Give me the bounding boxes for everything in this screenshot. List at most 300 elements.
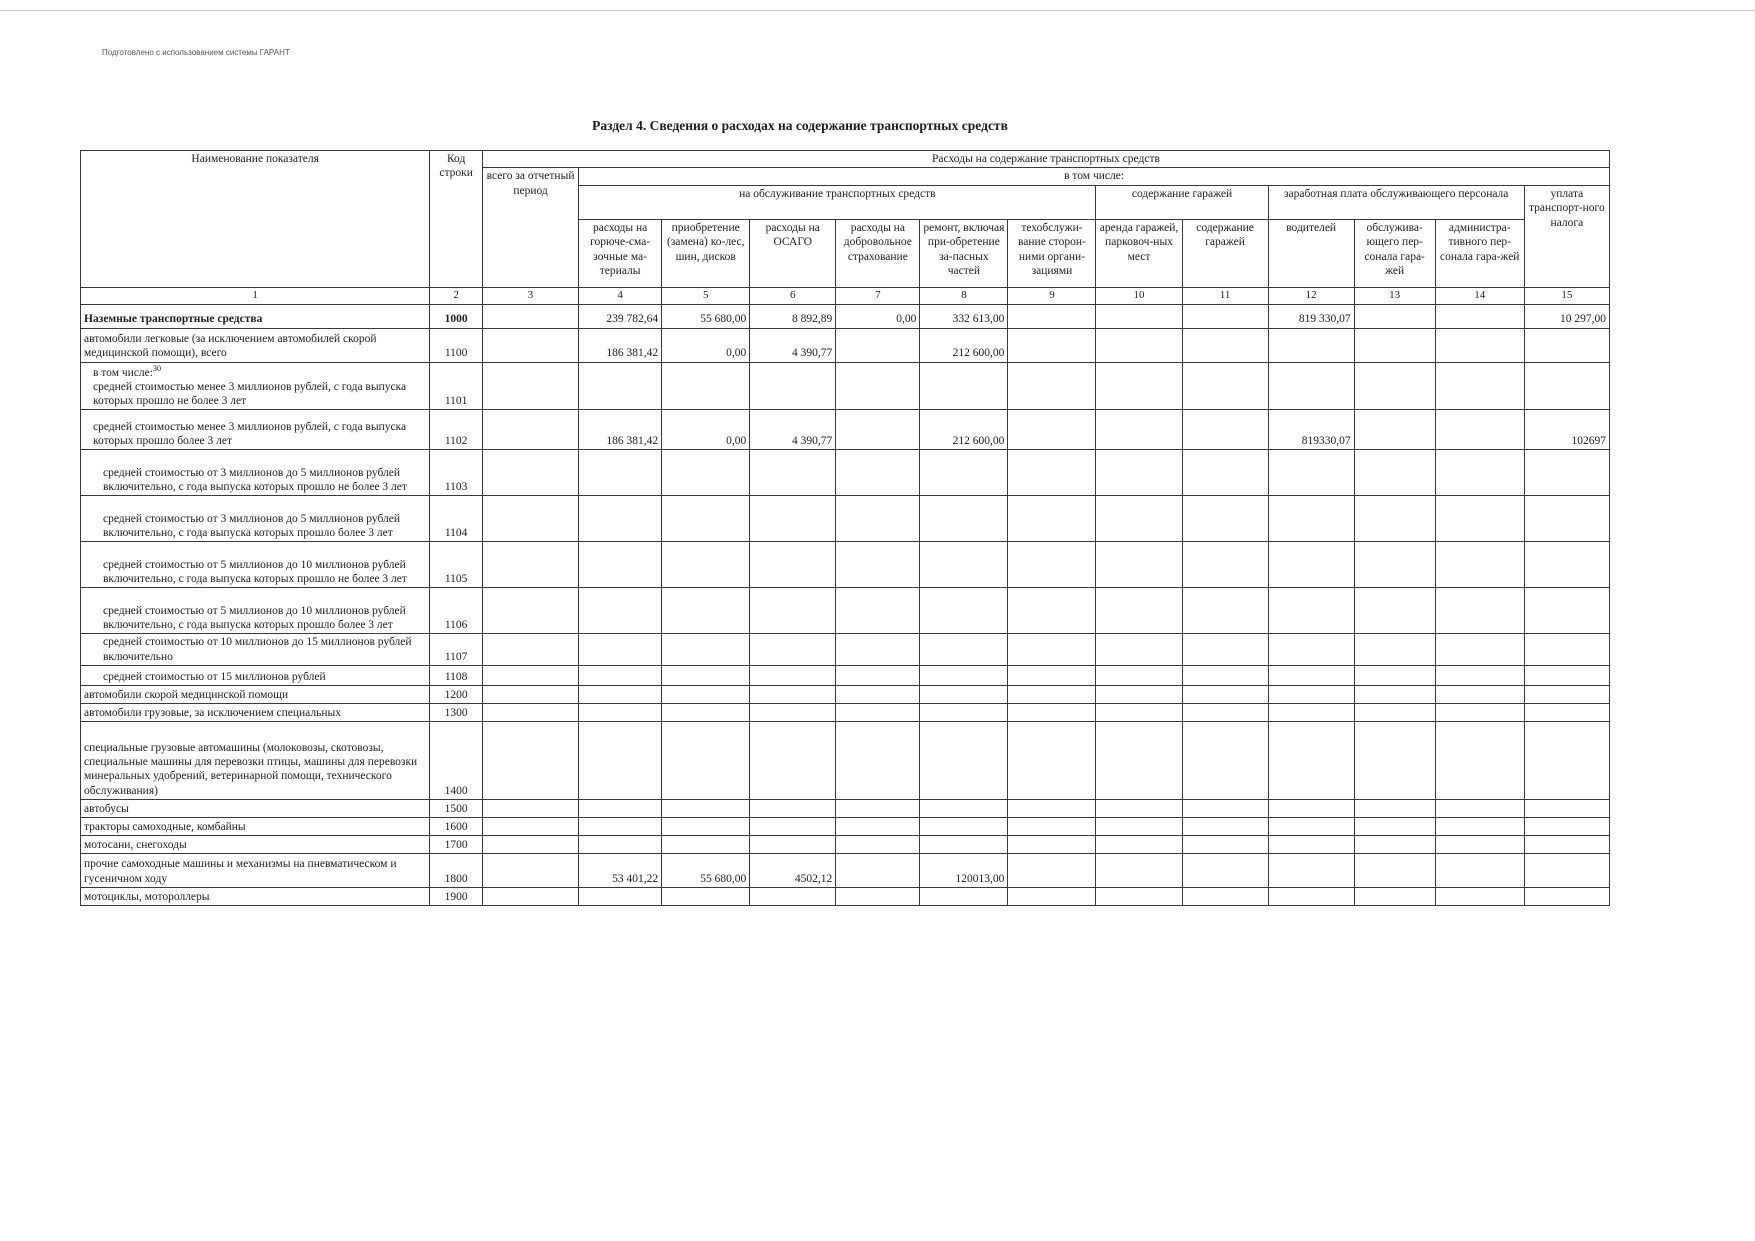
cell-col-14	[1435, 588, 1524, 634]
row-code: 1700	[430, 836, 483, 854]
cell-col-14	[1435, 818, 1524, 836]
cell-col-6	[750, 836, 836, 854]
header-tires: приобретение (замена) ко-лес, шин, дисков	[662, 219, 750, 287]
cell-col-4: 239 782,64	[579, 304, 662, 328]
cell-col-11	[1182, 450, 1268, 496]
cell-col-7: 0,00	[836, 304, 920, 328]
cell-col-8	[920, 686, 1008, 704]
table-row	[81, 634, 1610, 666]
cell-col-12: 819330,07	[1268, 410, 1354, 450]
cell-col-6	[750, 634, 836, 666]
cell-col-9	[1008, 666, 1096, 686]
cell-col-3	[482, 410, 578, 450]
table-row	[81, 304, 1610, 328]
cell-col-12	[1268, 704, 1354, 722]
cell-col-11	[1182, 410, 1268, 450]
cell-col-13	[1354, 836, 1435, 854]
table-row	[81, 704, 1610, 722]
cell-col-14	[1435, 496, 1524, 542]
row-name: средней стоимостью менее 3 миллионов рублей, с года выпуска которых прошло более 3 лет	[81, 410, 430, 450]
cell-col-13	[1354, 542, 1435, 588]
cell-col-7	[836, 888, 920, 906]
cell-col-11	[1182, 704, 1268, 722]
cell-col-8	[920, 588, 1008, 634]
cell-col-11	[1182, 800, 1268, 818]
cell-col-3	[482, 362, 578, 410]
cell-col-10	[1096, 304, 1182, 328]
row-code: 1103	[430, 450, 483, 496]
cell-col-12	[1268, 888, 1354, 906]
cell-col-3	[482, 722, 578, 800]
cell-col-7	[836, 686, 920, 704]
row-code: 1800	[430, 854, 483, 888]
cell-col-9	[1008, 836, 1096, 854]
col-number: 3	[482, 287, 578, 304]
cell-col-12	[1268, 854, 1354, 888]
header-expenses: Расходы на содержание транспортных средств	[482, 151, 1609, 168]
cell-col-9	[1008, 800, 1096, 818]
cell-col-11	[1182, 362, 1268, 410]
cell-col-6	[750, 818, 836, 836]
row-code: 1108	[430, 666, 483, 686]
cell-col-9	[1008, 496, 1096, 542]
cell-col-13	[1354, 686, 1435, 704]
cell-col-12: 819 330,07	[1268, 304, 1354, 328]
row-code: 1104	[430, 496, 483, 542]
cell-col-4	[579, 588, 662, 634]
cell-col-9	[1008, 888, 1096, 906]
cell-col-13	[1354, 704, 1435, 722]
cell-col-5	[662, 666, 750, 686]
cell-col-8: 120013,00	[920, 854, 1008, 888]
table-row	[81, 450, 1610, 496]
cell-col-10	[1096, 362, 1182, 410]
cell-col-4	[579, 722, 662, 800]
cell-col-5: 55 680,00	[662, 854, 750, 888]
cell-col-6	[750, 686, 836, 704]
cell-col-8	[920, 836, 1008, 854]
row-name: мотосани, снегоходы	[81, 836, 430, 854]
cell-col-14	[1435, 854, 1524, 888]
cell-col-7	[836, 800, 920, 818]
cell-col-7	[836, 634, 920, 666]
cell-col-15	[1524, 450, 1609, 496]
cell-col-11	[1182, 836, 1268, 854]
cell-col-15	[1524, 836, 1609, 854]
table-row	[81, 362, 1610, 410]
cell-col-13	[1354, 666, 1435, 686]
cell-col-10	[1096, 496, 1182, 542]
cell-col-3	[482, 542, 578, 588]
cell-col-9	[1008, 634, 1096, 666]
cell-col-9	[1008, 542, 1096, 588]
cell-col-14	[1435, 722, 1524, 800]
cell-col-7	[836, 328, 920, 362]
cell-col-11	[1182, 722, 1268, 800]
cell-col-6	[750, 666, 836, 686]
cell-col-8	[920, 704, 1008, 722]
cell-col-9	[1008, 362, 1096, 410]
cell-col-12	[1268, 634, 1354, 666]
cell-col-7	[836, 542, 920, 588]
cell-col-5	[662, 800, 750, 818]
cell-col-7	[836, 666, 920, 686]
cell-col-3	[482, 496, 578, 542]
cell-col-9	[1008, 818, 1096, 836]
cell-col-14	[1435, 704, 1524, 722]
row-code: 1300	[430, 704, 483, 722]
cell-col-10	[1096, 722, 1182, 800]
row-code: 1102	[430, 410, 483, 450]
table-row	[81, 328, 1610, 362]
cell-col-8	[920, 666, 1008, 686]
cell-col-7	[836, 450, 920, 496]
cell-col-6	[750, 704, 836, 722]
cell-col-13	[1354, 304, 1435, 328]
cell-col-11	[1182, 328, 1268, 362]
cell-col-7	[836, 854, 920, 888]
row-name: средней стоимостью от 3 миллионов до 5 миллионов рублей включительно, с года выпуска которых прошло более 3 лет	[81, 496, 430, 542]
table-row	[81, 836, 1610, 854]
row-name: средней стоимостью от 10 миллионов до 15 миллионов рублей включительно	[81, 634, 430, 666]
cell-col-15	[1524, 542, 1609, 588]
cell-col-10	[1096, 588, 1182, 634]
cell-col-5	[662, 722, 750, 800]
header-garage-rent: аренда гаражей, парковоч-ных мест	[1096, 219, 1182, 287]
cell-col-10	[1096, 328, 1182, 362]
col-number: 7	[836, 287, 920, 304]
cell-col-10	[1096, 800, 1182, 818]
footnote-mark: 30	[152, 363, 161, 373]
cell-col-12	[1268, 328, 1354, 362]
cell-col-5	[662, 496, 750, 542]
row-name: мотоциклы, мотороллеры	[81, 888, 430, 906]
cell-col-14	[1435, 450, 1524, 496]
cell-col-8	[920, 634, 1008, 666]
cell-col-4	[579, 634, 662, 666]
cell-col-15	[1524, 666, 1609, 686]
table-row	[81, 410, 1610, 450]
cell-col-14	[1435, 836, 1524, 854]
cell-col-6: 8 892,89	[750, 304, 836, 328]
cell-col-3	[482, 304, 578, 328]
cell-col-15	[1524, 686, 1609, 704]
table-row	[81, 496, 1610, 542]
header-salary-group: заработная плата обслуживающего персонала	[1268, 185, 1524, 219]
cell-col-9	[1008, 722, 1096, 800]
row-name: автомобили грузовые, за исключением специальных	[81, 704, 430, 722]
table-row	[81, 542, 1610, 588]
row-code: 1500	[430, 800, 483, 818]
cell-col-9	[1008, 686, 1096, 704]
cell-col-7	[836, 818, 920, 836]
cell-col-5	[662, 450, 750, 496]
row-name: специальные грузовые автомашины (молоковозы, скотовозы, специальные машины для перевозки птицы, машины для перевозки минеральных удобрений, ветеринарной помощи, технического обслуживания)	[81, 722, 430, 800]
cell-col-6	[750, 800, 836, 818]
cell-col-12	[1268, 686, 1354, 704]
row-code: 1400	[430, 722, 483, 800]
cell-col-6	[750, 450, 836, 496]
cell-col-8	[920, 888, 1008, 906]
cell-col-7	[836, 362, 920, 410]
cell-col-7	[836, 722, 920, 800]
cell-col-13	[1354, 362, 1435, 410]
cell-col-4: 186 381,42	[579, 328, 662, 362]
col-number: 6	[750, 287, 836, 304]
header-name: Наименование показателя	[81, 151, 430, 288]
cell-col-10	[1096, 854, 1182, 888]
row-code: 1200	[430, 686, 483, 704]
cell-col-3	[482, 888, 578, 906]
cell-col-4: 53 401,22	[579, 854, 662, 888]
cell-col-8	[920, 722, 1008, 800]
cell-col-10	[1096, 888, 1182, 906]
cell-col-9	[1008, 588, 1096, 634]
cell-col-8	[920, 542, 1008, 588]
cell-col-10	[1096, 542, 1182, 588]
page-title: Раздел 4. Сведения о расходах на содержание транспортных средств	[592, 118, 1008, 133]
cell-col-13	[1354, 854, 1435, 888]
cell-col-9	[1008, 410, 1096, 450]
cell-col-10	[1096, 686, 1182, 704]
col-number: 4	[579, 287, 662, 304]
row-name: средней стоимостью от 3 миллионов до 5 миллионов рублей включительно, с года выпуска которых прошло не более 3 лет	[81, 450, 430, 496]
cell-col-14	[1435, 362, 1524, 410]
cell-col-8	[920, 362, 1008, 410]
cell-col-12	[1268, 722, 1354, 800]
cell-col-9	[1008, 328, 1096, 362]
header-garage-staff: обслужива-ющего пер-сонала гара-жей	[1354, 219, 1435, 287]
row-name: средней стоимостью от 5 миллионов до 10 миллионов рублей включительно, с года выпуска которых прошло не более 3 лет	[81, 542, 430, 588]
cell-col-14	[1435, 634, 1524, 666]
cell-col-13	[1354, 722, 1435, 800]
cell-col-14	[1435, 800, 1524, 818]
cell-col-11	[1182, 666, 1268, 686]
cell-col-14	[1435, 666, 1524, 686]
row-code: 1100	[430, 328, 483, 362]
table-row	[81, 818, 1610, 836]
cell-col-14	[1435, 410, 1524, 450]
cell-col-4	[579, 800, 662, 818]
row-name: прочие самоходные машины и механизмы на пневматическом и гусеничном ходу	[81, 854, 430, 888]
header-garage-group: содержание гаражей	[1096, 185, 1268, 219]
cell-col-6: 4 390,77	[750, 410, 836, 450]
cell-col-4	[579, 450, 662, 496]
header-code: Код строки	[430, 151, 483, 288]
header-voluntary: расходы на добровольное страхование	[836, 219, 920, 287]
row-code: 1106	[430, 588, 483, 634]
cell-col-10	[1096, 666, 1182, 686]
row-name-lead: в том числе:	[93, 366, 153, 379]
cell-col-10	[1096, 836, 1182, 854]
cell-col-4	[579, 888, 662, 906]
header-garage-upkeep: содержание гаражей	[1182, 219, 1268, 287]
cell-col-6	[750, 588, 836, 634]
cell-col-3	[482, 836, 578, 854]
cell-col-15: 102697	[1524, 410, 1609, 450]
table-body	[81, 304, 1610, 906]
row-code: 1900	[430, 888, 483, 906]
cell-col-12	[1268, 496, 1354, 542]
row-name: тракторы самоходные, комбайны	[81, 818, 430, 836]
col-number: 8	[920, 287, 1008, 304]
cell-col-10	[1096, 450, 1182, 496]
cell-col-4	[579, 362, 662, 410]
cell-col-3	[482, 634, 578, 666]
cell-col-3	[482, 854, 578, 888]
cell-col-7	[836, 704, 920, 722]
col-number: 14	[1435, 287, 1524, 304]
cell-col-4	[579, 686, 662, 704]
cell-col-10	[1096, 410, 1182, 450]
col-number: 5	[662, 287, 750, 304]
cell-col-6	[750, 496, 836, 542]
cell-col-5	[662, 704, 750, 722]
cell-col-3	[482, 818, 578, 836]
cell-col-15	[1524, 634, 1609, 666]
cell-col-6: 4502,12	[750, 854, 836, 888]
cell-col-15	[1524, 818, 1609, 836]
cell-col-14	[1435, 304, 1524, 328]
table-row	[81, 686, 1610, 704]
header-drivers: водителей	[1268, 219, 1354, 287]
cell-col-8	[920, 800, 1008, 818]
row-name: средней стоимостью от 5 миллионов до 10 миллионов рублей включительно, с года выпуска которых прошло более 3 лет	[81, 588, 430, 634]
cell-col-8	[920, 496, 1008, 542]
cell-col-4: 186 381,42	[579, 410, 662, 450]
header-repair: ремонт, включая при-обретение за-пасных частей	[920, 219, 1008, 287]
cell-col-13	[1354, 634, 1435, 666]
cell-col-15	[1524, 854, 1609, 888]
cell-col-4	[579, 496, 662, 542]
cell-col-15	[1524, 800, 1609, 818]
cell-col-15	[1524, 328, 1609, 362]
cell-col-5	[662, 588, 750, 634]
cell-col-15	[1524, 496, 1609, 542]
cell-col-12	[1268, 362, 1354, 410]
cell-col-5: 55 680,00	[662, 304, 750, 328]
cell-col-11	[1182, 304, 1268, 328]
row-name: автомобили легковые (за исключением автомобилей скорой медицинской помощи), всего	[81, 328, 430, 362]
cell-col-10	[1096, 818, 1182, 836]
cell-col-11	[1182, 854, 1268, 888]
cell-col-7	[836, 588, 920, 634]
cell-col-4	[579, 542, 662, 588]
header-fuel: расходы на горюче-сма-зочные ма-териалы	[579, 219, 662, 287]
cell-col-15	[1524, 722, 1609, 800]
cell-col-5	[662, 542, 750, 588]
cell-col-15: 10 297,00	[1524, 304, 1609, 328]
col-number: 11	[1182, 287, 1268, 304]
cell-col-13	[1354, 450, 1435, 496]
cell-col-11	[1182, 634, 1268, 666]
cell-col-15	[1524, 704, 1609, 722]
cell-col-5	[662, 362, 750, 410]
cell-col-13	[1354, 588, 1435, 634]
cell-col-12	[1268, 588, 1354, 634]
cell-col-11	[1182, 588, 1268, 634]
cell-col-13	[1354, 888, 1435, 906]
table-row	[81, 722, 1610, 800]
cell-col-8	[920, 450, 1008, 496]
table-row	[81, 666, 1610, 686]
cell-col-15	[1524, 362, 1609, 410]
cell-col-13	[1354, 410, 1435, 450]
cell-col-12	[1268, 800, 1354, 818]
cell-col-9	[1008, 450, 1096, 496]
cell-col-12	[1268, 666, 1354, 686]
cell-col-9	[1008, 304, 1096, 328]
row-name-text: средней стоимостью менее 3 миллионов рублей, с года выпуска которых прошло не более 3 лет	[93, 380, 407, 408]
cell-col-9	[1008, 704, 1096, 722]
cell-col-11	[1182, 888, 1268, 906]
cell-col-7	[836, 410, 920, 450]
cell-col-4	[579, 666, 662, 686]
cell-col-11	[1182, 818, 1268, 836]
header-note: Подготовлено с использованием системы ГАРАНТ	[102, 48, 290, 57]
cell-col-3	[482, 686, 578, 704]
cell-col-5	[662, 634, 750, 666]
cell-col-6	[750, 722, 836, 800]
row-name: автобусы	[81, 800, 430, 818]
row-name: Наземные транспортные средства	[81, 304, 430, 328]
cell-col-6	[750, 542, 836, 588]
cell-col-5	[662, 888, 750, 906]
table-row	[81, 854, 1610, 888]
col-number: 13	[1354, 287, 1435, 304]
cell-col-13	[1354, 800, 1435, 818]
cell-col-3	[482, 800, 578, 818]
header-maintenance-group: на обслуживание транспортных средств	[579, 185, 1096, 219]
cell-col-5: 0,00	[662, 410, 750, 450]
row-code: 1101	[430, 362, 483, 410]
cell-col-5: 0,00	[662, 328, 750, 362]
cell-col-3	[482, 666, 578, 686]
header-admin-staff: администра-тивного пер-сонала гара-жей	[1435, 219, 1524, 287]
cell-col-14	[1435, 686, 1524, 704]
cell-col-7	[836, 496, 920, 542]
col-number: 9	[1008, 287, 1096, 304]
cell-col-12	[1268, 542, 1354, 588]
cell-col-4	[579, 836, 662, 854]
col-number: 2	[430, 287, 483, 304]
row-code: 1107	[430, 634, 483, 666]
cell-col-14	[1435, 328, 1524, 362]
cell-col-5	[662, 686, 750, 704]
header-including: в том числе:	[579, 168, 1610, 185]
col-number: 10	[1096, 287, 1182, 304]
cell-col-12	[1268, 836, 1354, 854]
expenses-table	[80, 150, 1610, 906]
cell-col-7	[836, 836, 920, 854]
header-osago: расходы на ОСАГО	[750, 219, 836, 287]
row-code: 1000	[430, 304, 483, 328]
row-code: 1105	[430, 542, 483, 588]
cell-col-13	[1354, 818, 1435, 836]
cell-col-15	[1524, 888, 1609, 906]
scan-edge-line	[0, 10, 1755, 11]
cell-col-3	[482, 588, 578, 634]
header-total: всего за отчетный период	[482, 168, 578, 287]
cell-col-14	[1435, 542, 1524, 588]
cell-col-6	[750, 888, 836, 906]
cell-col-13	[1354, 328, 1435, 362]
table-row	[81, 888, 1610, 906]
cell-col-12	[1268, 450, 1354, 496]
row-code: 1600	[430, 818, 483, 836]
header-service: техобслужи-вание сторон-ними органи-зациями	[1008, 219, 1096, 287]
cell-col-10	[1096, 634, 1182, 666]
